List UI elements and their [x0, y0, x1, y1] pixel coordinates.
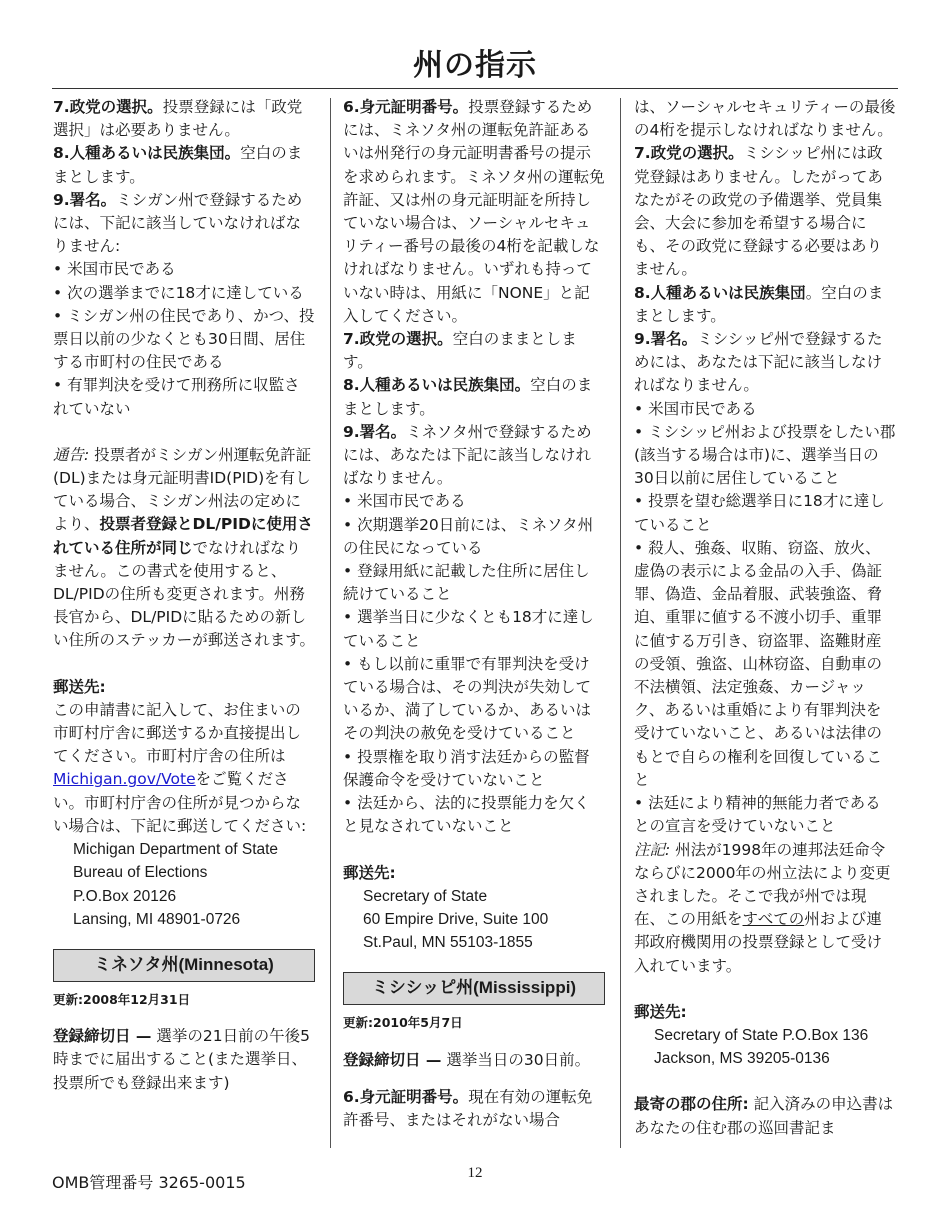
address-line: Jackson, MS 39205-0136	[654, 1050, 830, 1068]
state-header-minnesota: ミネソタ州(Minnesota)	[53, 949, 315, 982]
list-item: • 選挙当日に少なくとも18才に達していること	[343, 608, 594, 650]
party-choice-paragraph: 7.政党の選択。投票登録には「政党選択」は必要ありません。	[53, 98, 303, 140]
race-paragraph: 8.人種あるいは民族集団。空白のままとします。	[343, 376, 593, 418]
list-item: • ミシシッピ州および投票をしたい郡(該当する場合は市)に、選挙当日の30日以前に居住していること	[634, 422, 896, 488]
continued-paragraph: は、ソーシャルセキュリティーの最後の4桁を提示しなければなりません。	[634, 98, 896, 140]
notice-paragraph: 通告: 投票者がミシガン州運転免許証(DL)または身元証明書ID(PID)を有している場合、ミシガン州法の定めにより、投票者登録とDL/PIDに使用されている住所が同じでなければなりません。この書式を使用すると、DL/PIDの住所も変更されます。州務長官から、DL/PIDに貼るための新しい住所のステッカーが郵送されます。	[53, 445, 315, 650]
updated-date: 更新:2008年12月31日	[53, 991, 191, 1007]
address-line: Secretary of State P.O.Box 136	[654, 1026, 869, 1044]
address-line: Lansing, MI 48901-0726	[73, 910, 241, 928]
note-paragraph: 注記: 州法が1998年の連邦法廷命令ならびに2000年の州立法により変更されました。そこで我が州では現在、この用紙をすべての州および連邦政府機関用の投票登録として受け入れています。	[634, 840, 891, 975]
column-minnesota	[343, 96, 605, 1132]
deadline-paragraph: 登録締切日 — 選挙の21日前の午後5時までに届出すること(また選挙日、投票所でも登録出来ます)	[53, 1027, 310, 1092]
list-item: • 有罪判決を受けて刑務所に収監されていない	[53, 376, 300, 418]
list-item: • 法廷から、法的に投票能力を欠くと見なされていないこと	[343, 794, 590, 836]
id-number-paragraph: 6.身元証明番号。現在有効の運転免許番号、またはそれがない場合	[343, 1087, 593, 1129]
column-divider	[330, 98, 331, 1148]
list-item: • 米国市民である	[343, 492, 466, 511]
signature-paragraph: 9.署名。ミネソタ州で登録するためには、あなたは下記に該当しなければなりません。	[343, 422, 592, 488]
title-divider	[52, 88, 898, 89]
id-number-paragraph: 6.身元証明番号。投票登録するためには、ミネソタ州の運転免許証あるいは州発行の身元証明書番号の提示を求められます。ミネソタ州の運転免許証、又は州の身元証明証を所持していない場合は、ソーシャルセキュリティー番号の最後の4桁を記載しなければなりません。いずれも持っていない時は、用紙に「NONE」と記入してください。	[343, 98, 605, 325]
mail-heading: 郵送先:	[343, 863, 396, 882]
signature-paragraph: 9.署名。ミシシッピ州で登録するためには、あなたは下記に該当しなければなりません。	[634, 330, 883, 395]
address-line: Secretary of State	[363, 887, 488, 905]
column-michigan	[53, 96, 315, 1095]
list-item: • もし以前に重罪で有罪判決を受けている場合は、その判決が失効しているか、満了しているか、あるいはその判決の赦免を受けていること	[343, 654, 592, 743]
party-choice-paragraph: 7.政党の選択。空白のままとします。	[343, 330, 577, 372]
county-address-paragraph: 最寄の郡の住所: 記入済みの申込書はあなたの住む郡の巡回書記ま	[634, 1095, 894, 1137]
list-item: • 投票権を取り消す法廷からの監督保護命令を受けていないこと	[343, 747, 590, 789]
list-item: • 次期選挙20日前には、ミネソタ州の住民になっている	[343, 515, 594, 557]
list-item: • 米国市民である	[634, 399, 757, 418]
address-line: St.Paul, MN 55103-1855	[363, 934, 533, 952]
list-item: • 殺人、強姦、収賄、窃盗、放火、虚偽の表示による金品の入手、偽証罪、偽造、金品着服、武装強盗、脅迫、重罪に値する不渡小切手、重罪に値する万引き、窃盗罪、盗難財産の受領、強盗、山林窃盗、自動車の不法横領、法定強姦、カージャック、あるいは重婚により有罪判決を受けていないこと、あるいは法律のもとで自らの権利を回復していること	[634, 538, 883, 789]
list-item: • 投票を望む総選挙日に18才に達していること	[634, 492, 885, 534]
race-paragraph: 8.人種あるいは民族集団。空白のままとします。	[53, 144, 303, 186]
page-number: 12	[467, 1165, 483, 1181]
race-paragraph: 8.人種あるいは民族集団。空白のままとします。	[634, 283, 884, 325]
state-header-mississippi: ミシシッピ州(Mississippi)	[343, 972, 605, 1005]
list-item: • 次の選挙までに18才に達している	[53, 283, 304, 302]
michigan-vote-link[interactable]: Michigan.gov/Vote	[53, 770, 196, 789]
list-item: • 法廷により精神的無能力者であるとの宣言を受けていないこと	[634, 794, 881, 836]
omb-control-number: OMB管理番号 3265-0015	[52, 1173, 246, 1192]
list-item: • 米国市民である	[53, 260, 176, 279]
address-line: P.O.Box 20126	[73, 887, 177, 905]
column-divider	[620, 98, 621, 1148]
list-item: • 登録用紙に記載した住所に居住し続けていること	[343, 562, 590, 604]
address-line: Michigan Department of State	[73, 841, 279, 859]
address-line: Bureau of Elections	[73, 864, 208, 882]
mail-paragraph: この申請書に記入して、お住まいの市町村庁舎に郵送するか直接提出してください。市町村庁舎の住所はMichigan.gov/Voteをご覧ください。市町村庁舎の住所が見つからない場合は、下記に郵送してください:	[53, 700, 307, 835]
signature-paragraph: 9.署名。ミシガン州で登録するためには、下記に該当していなければなりません:	[53, 190, 303, 256]
address-line: 60 Empire Drive, Suite 100	[363, 910, 549, 928]
updated-date: 更新:2010年5月7日	[343, 1015, 463, 1031]
deadline-paragraph: 登録締切日 — 選挙当日の30日前。	[343, 1050, 591, 1069]
mail-heading: 郵送先:	[634, 1002, 687, 1021]
mail-heading: 郵送先:	[53, 677, 106, 696]
page-title: 州の指示	[413, 48, 537, 83]
party-choice-paragraph: 7.政党の選択。ミシシッピ州には政党登録はありません。したがってあなたがその政党の予備選挙、党員集会、大会に参加を希望する場合にも、その政党に登録する必要はありません。	[634, 144, 883, 279]
list-item: • ミシガン州の住民であり、かつ、投票日以前の少なくとも30日間、居住する市町村の住民である	[53, 306, 315, 372]
column-mississippi	[634, 96, 896, 1140]
